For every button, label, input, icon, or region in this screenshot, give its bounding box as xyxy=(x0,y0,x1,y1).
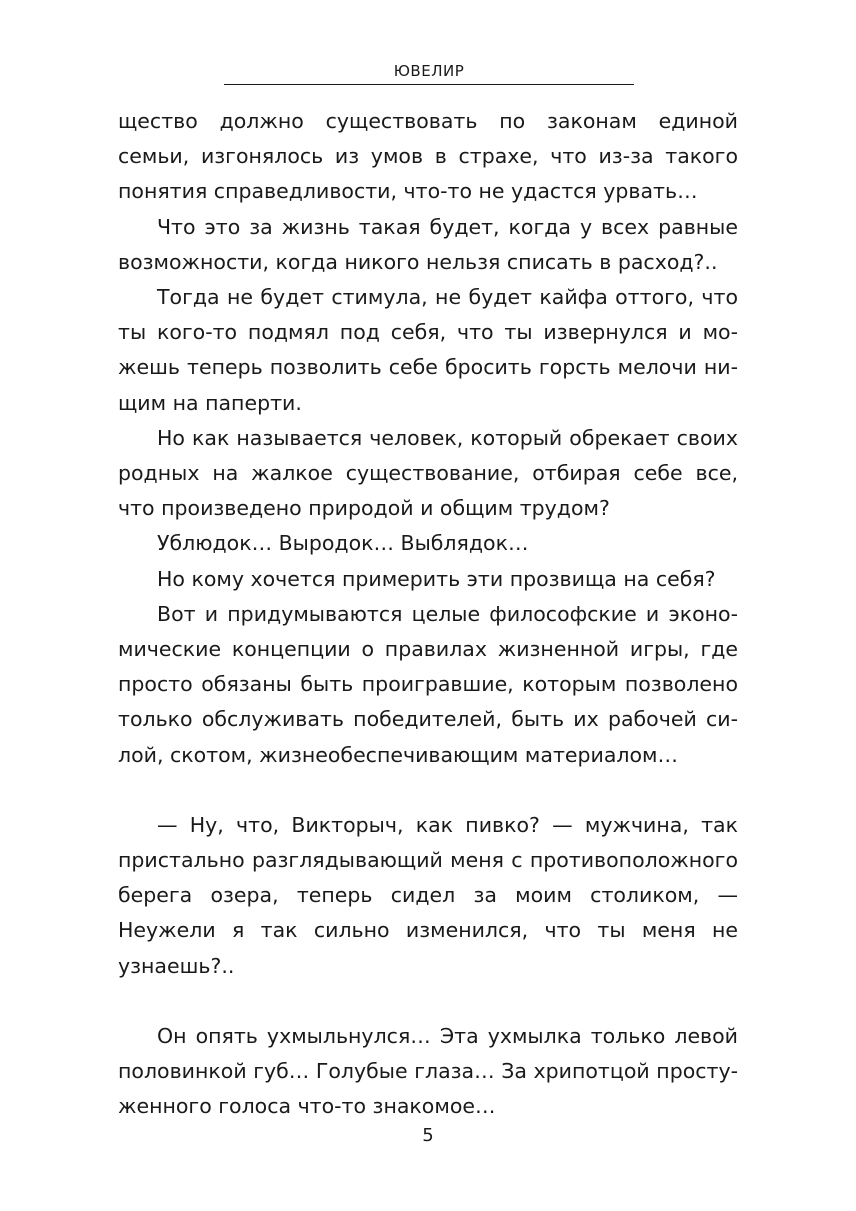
paragraph: Но как называется человек, который обрекает своих родных на жалкое существование, отбирая себе все, что произведено природой и общим трудом? xyxy=(118,425,738,521)
section-gap xyxy=(118,984,738,1019)
paragraph: Что это за жизнь такая будет, когда у всех равные возможности, когда никого нельзя списать в расход?.. xyxy=(118,214,738,274)
page-number: 5 xyxy=(422,1125,434,1146)
paragraph-continued: щество должно существовать по законам единой семьи, изгонялось из умов в страхе, что из-за такого понятия справедливости, что-то не удастся урвать… xyxy=(118,109,738,204)
paragraph: Тогда не будет стимула, не будет кайфа оттого, что ты кого-то подмял под себя, что ты извернулся и можешь теперь позволить себе бросить горсть мелочи нищим на паперти. xyxy=(118,285,738,415)
body-text xyxy=(118,104,738,1124)
header-rule xyxy=(224,84,634,85)
running-head: ЮВЕЛИР xyxy=(393,62,465,80)
paragraph: Но кому хочется примерить эти прозвища на себя? xyxy=(157,566,716,591)
section-gap xyxy=(118,773,738,808)
paragraph: Он опять ухмыльнулся… Эта ухмылка только левой половинкой губ… Голубые глаза… За хрипотцой простуженного голоса что-то знакомое… xyxy=(118,1023,738,1119)
paragraph: Ублюдок… Выродок… Выблядок… xyxy=(157,531,529,556)
dialogue-paragraph: — Ну, что, Викторыч, как пивко? — мужчина, так пристально разглядывающий меня с противоположного берега озера, теперь сидел за моим столиком, — Неужели я так сильно изменился, что ты меня не узнаешь?.. xyxy=(118,812,738,978)
paragraph: Вот и придумываются целые философские и экономические концепции о правилах жизненной игры, где просто обязаны быть проигравшие, которым позволено только обслуживать победителей, быть их рабочей силой, скотом, жизнеобеспечивающим материалом… xyxy=(118,601,738,767)
